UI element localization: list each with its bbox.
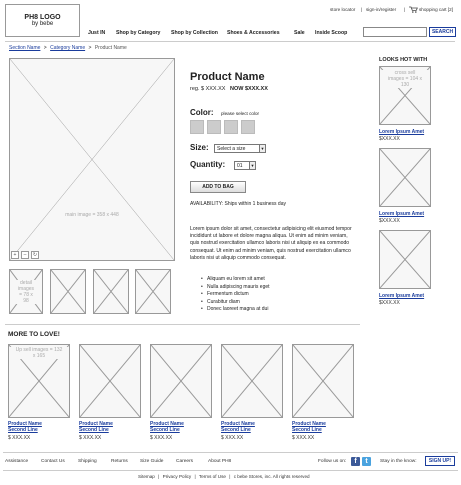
product-title: Product Name — [190, 71, 265, 83]
up-sell-name-line-2: Second Line — [292, 427, 322, 433]
follow-us-label: Follow us on: — [318, 459, 347, 464]
header-divider — [5, 41, 455, 42]
quantity-label: Quantity: — [190, 160, 226, 169]
availability-text: AVAILABILITY: Ships within 1 business day — [190, 201, 286, 207]
nav-shop-by-collection[interactable]: Shop by Collection — [171, 30, 218, 36]
breadcrumb-sep: > — [43, 45, 47, 51]
up-sell-name-line-2: Second Line — [150, 427, 180, 433]
chevron-down-icon: ▼ — [250, 163, 255, 168]
breadcrumb-category[interactable]: Category Name — [50, 45, 86, 51]
up-sell-name-line-1: Product Name — [292, 421, 326, 427]
feature-bullet: • Fermentum dictum — [207, 291, 249, 297]
up-sell-price: $ XXX.XX — [8, 435, 31, 441]
logo[interactable] — [5, 4, 80, 37]
up-sell-image[interactable] — [221, 344, 283, 418]
logo-line-2: by bebe — [31, 21, 54, 27]
breadcrumb-section[interactable]: Section Name — [9, 45, 41, 51]
feature-bullet: • Donec laoreet magna at dui — [207, 306, 268, 312]
top-sep: | — [361, 7, 363, 12]
cart-icon[interactable] — [409, 6, 418, 13]
up-sell-name-line-1: Product Name — [79, 421, 113, 427]
search-button[interactable]: SEARCH — [429, 27, 456, 37]
feature-bullet: • Nulla adipiscing mauris eget — [207, 284, 270, 290]
footer-shipping[interactable]: Shipping — [78, 459, 97, 464]
footer-privacy-policy[interactable]: Privacy Policy — [162, 474, 192, 479]
footer-terms-of-use[interactable]: Terms of Use — [198, 474, 226, 479]
detail-thumbnail[interactable] — [9, 269, 43, 314]
detail-thumbnail[interactable] — [135, 269, 171, 314]
up-sell-caption: Up sell images = 132 x 165 — [9, 347, 69, 359]
color-swatch[interactable] — [190, 120, 204, 134]
feature-bullet: • Curabitur diam — [207, 299, 240, 305]
thumbnail-caption: detail images = 78 x 98 — [10, 280, 42, 304]
up-sell-image[interactable] — [79, 344, 141, 418]
footer-bottom-links — [138, 474, 310, 479]
size-select[interactable] — [214, 144, 266, 153]
nav-just-in[interactable]: Just IN — [88, 30, 106, 36]
breadcrumb-sep: > — [88, 45, 92, 51]
cross-sell-caption: cross sell images = 104 x 130 — [380, 70, 430, 88]
cross-sell-price: $XXX.XX — [379, 300, 400, 306]
reg-price: reg. $ XXX.XX — [190, 86, 226, 92]
up-sell-price: $ XXX.XX — [79, 435, 102, 441]
top-sep: | — [404, 7, 406, 12]
up-sell-name-line-2: Second Line — [8, 427, 38, 433]
quantity-select[interactable] — [234, 161, 256, 170]
up-sell-name[interactable] — [8, 421, 42, 433]
up-sell-name-line-2: Second Line — [79, 427, 109, 433]
up-sell-image[interactable] — [8, 344, 70, 418]
detail-thumbnail[interactable] — [50, 269, 86, 314]
main-product-image[interactable] — [9, 58, 175, 261]
breadcrumb-product: Product Name — [94, 45, 127, 51]
nav-shoes-accessories[interactable]: Shoes & Accessories — [227, 30, 280, 36]
size-label: Size: — [190, 143, 209, 152]
sign-in-link[interactable]: sign-in/register — [366, 7, 397, 12]
up-sell-image[interactable] — [150, 344, 212, 418]
product-description: Lorem ipsum dolor sit amet, consectetur adipisicing elit eiusmod tempor incididunt ut labore et dolore magna aliqua. Ut enim ad minim veniam, quis nostrud exercitation ullamco laboris nisi ut aliquip ex ea commodo consequat. Ut enim ad minim veniam, quis nostrud exercitation ullamco laboris nisi ut aliquip commodo consequat. — [190, 226, 352, 261]
footer-sep: | — [229, 474, 231, 479]
sign-up-button[interactable]: SIGN UP! — [425, 456, 455, 466]
nav-inside-scoop[interactable]: Inside Scoop — [315, 30, 348, 36]
rotate-icon[interactable]: ↻ — [32, 252, 38, 258]
zoom-out-icon[interactable]: – — [21, 251, 29, 259]
section-divider — [5, 324, 360, 325]
cross-sell-price: $XXX.XX — [379, 136, 400, 142]
facebook-icon[interactable]: f — [351, 457, 360, 466]
breadcrumb — [9, 45, 127, 51]
size-select-value: Select a size — [217, 146, 246, 152]
up-sell-image[interactable] — [292, 344, 354, 418]
footer-sep: | — [194, 474, 196, 479]
logo-line-1: PH8 LOGO — [24, 14, 61, 21]
add-to-bag-button[interactable]: ADD TO BAG — [190, 181, 246, 193]
cross-sell-image[interactable] — [379, 230, 431, 289]
feature-bullet: • Aliquam eu lorem sit amet — [207, 276, 265, 282]
footer-returns[interactable]: Returns — [111, 459, 128, 464]
quantity-select-value: 01 — [237, 163, 243, 169]
store-locator-link[interactable]: store locator — [330, 7, 356, 12]
up-sell-name[interactable] — [292, 421, 326, 433]
up-sell-price: $ XXX.XX — [221, 435, 244, 441]
color-swatch[interactable] — [207, 120, 221, 134]
nav-sale[interactable]: Sale — [294, 30, 305, 36]
cross-sell-name[interactable]: Lorem Ipsum Amet — [379, 293, 425, 299]
nav-shop-by-category[interactable]: Shop by Category — [116, 30, 161, 36]
price-line — [190, 86, 268, 92]
color-swatch[interactable] — [241, 120, 255, 134]
zoom-in-icon[interactable]: + — [11, 251, 19, 259]
up-sell-name-line-1: Product Name — [221, 421, 255, 427]
footer-sitemap[interactable]: Sitemap — [138, 474, 155, 479]
cross-sell-image[interactable] — [379, 148, 431, 207]
looks-hot-title: LOOKS HOT WITH — [379, 57, 428, 63]
more-to-love-title: MORE TO LOVE! — [8, 331, 60, 338]
color-swatch[interactable] — [224, 120, 238, 134]
footer-divider — [3, 452, 458, 453]
color-hint: please select color — [221, 111, 260, 116]
footer-assistance[interactable]: Assistance — [5, 459, 29, 464]
footer-sep: | — [158, 474, 160, 479]
color-label: Color: — [190, 108, 214, 117]
stay-in-know-label: Stay in the know: — [380, 459, 417, 464]
up-sell-price: $ XXX.XX — [150, 435, 173, 441]
footer-careers[interactable]: Careers — [176, 459, 194, 464]
search-input[interactable] — [363, 27, 427, 37]
now-price: NOW $XXX.XX — [230, 86, 268, 92]
cross-sell-name[interactable]: Lorem Ipsum Amet — [379, 129, 425, 135]
up-sell-name[interactable] — [150, 421, 184, 433]
footer-about[interactable]: About PH8 — [208, 459, 232, 464]
up-sell-name[interactable] — [221, 421, 255, 433]
cross-sell-image[interactable] — [379, 66, 431, 125]
footer-contact-us[interactable]: Contact Us — [41, 459, 65, 464]
up-sell-name-line-1: Product Name — [150, 421, 184, 427]
cross-sell-name[interactable]: Lorem Ipsum Amet — [379, 211, 425, 217]
cross-sell-price: $XXX.XX — [379, 218, 400, 224]
footer-bottom-divider — [3, 470, 458, 471]
up-sell-name[interactable] — [79, 421, 113, 433]
chevron-down-icon: ▼ — [260, 146, 265, 151]
main-image-caption: main image = 358 x 448 — [65, 212, 119, 218]
twitter-icon[interactable]: t — [362, 457, 371, 466]
footer-copyright: c bebe Stores, inc. All rights reserved — [233, 474, 310, 479]
detail-thumbnail[interactable] — [93, 269, 129, 314]
up-sell-price: $ XXX.XX — [292, 435, 315, 441]
shopping-cart-link[interactable]: shopping cart [2] — [419, 7, 453, 12]
up-sell-name-line-1: Product Name — [8, 421, 42, 427]
footer-size-guide[interactable]: Size Guide — [140, 459, 164, 464]
up-sell-name-line-2: Second Line — [221, 427, 251, 433]
